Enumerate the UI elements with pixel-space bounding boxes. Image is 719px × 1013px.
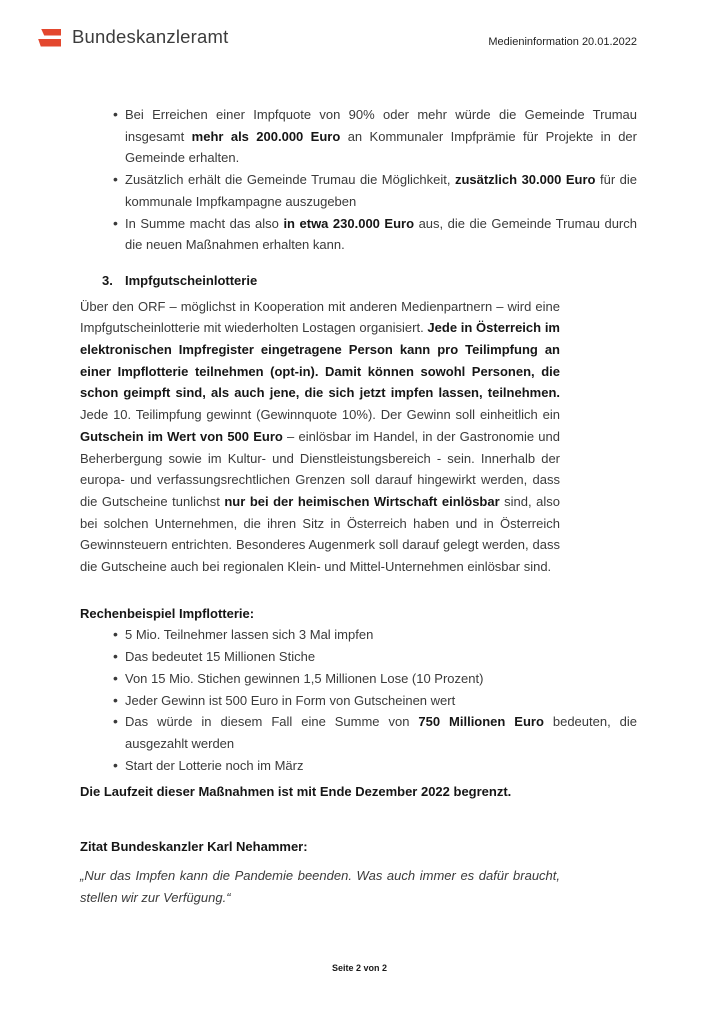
intro-bullet-list xyxy=(80,104,637,256)
list-item: • Von 15 Mio. Stichen gewinnen 1,5 Millionen Lose (10 Prozent) xyxy=(125,668,637,690)
list-item: • Das bedeutet 15 Millionen Stiche xyxy=(125,646,637,668)
list-item: • Jeder Gewinn ist 500 Euro in Form von Gutscheinen wert xyxy=(125,690,637,712)
document-body xyxy=(80,104,637,908)
flag-bar-top xyxy=(41,29,61,36)
doc-info: Medieninformation 20.01.2022 xyxy=(488,36,637,48)
quote-text: „Nur das Impfen kann die Pandemie beenden. Was auch immer es dafür braucht, stellen wir zur Verfügung.“ xyxy=(80,867,560,905)
quote-heading: Zitat Bundeskanzler Karl Nehammer: xyxy=(80,839,308,855)
flag-bar-bottom xyxy=(38,39,61,47)
section-title: Impfgutscheinlotterie xyxy=(125,272,258,288)
example-heading: Rechenbeispiel Impflotterie: xyxy=(80,605,255,621)
deadline-statement: Die Laufzeit dieser Maßnahmen ist mit Ende Dezember 2022 begrenzt. xyxy=(80,784,512,800)
section-paragraph: Über den ORF – möglichst in Kooperation mit anderen Medienpartnern – wird eine Impfgutscheinlotterie mit wiederholten Lostagen organisiert. Jede in Österreich im elektronischen Impfregister eingetragene Person kann pro Teilimpfung an einer Impflotterie teilnehmen (opt-in). Damit können sowohl Personen, die schon geimpft sind, als auch jene, die sich jetzt impfen lassen, teilnehmen. Jede 10. Teilimpfung gewinnt (Gewinnquote 10%). Der Gewinn soll einheitlich ein Gutschein im Wert von 500 Euro – einlösbar im Handel, in der Gastronomie und Beherbergung sowie im Kultur- und Dienstleistungsbereich - sein. Innerhalb der europa- und verfassungsrechtlichen Grenzen soll darauf hingewirkt werden, dass die Gutscheine tunlichst nur bei der heimischen Wirtschaft einlösbar sind, also bei solchen Unternehmen, die ihren Sitz in Österreich haben und in Österreich Gewinnsteuern entrichten. Besonderes Augenmerk soll darauf gelegt werden, dass die Gutscheine auch bei regionalen Klein- und Mittel-Unternehmen einlösbar sind. xyxy=(80,298,560,575)
example-bullet-list xyxy=(80,624,637,776)
list-item: • Start der Lotterie noch im März xyxy=(125,755,637,777)
document-header xyxy=(38,26,637,48)
austria-flag-icon xyxy=(38,27,62,48)
section-heading xyxy=(80,270,637,292)
list-item: • 5 Mio. Teilnehmer lassen sich 3 Mal impfen xyxy=(125,624,637,646)
org-name: Bundeskanzleramt xyxy=(72,26,229,47)
list-item: • In Summe macht das also in etwa 230.000 Euro aus, die die Gemeinde Trumau durch die neuen Maßnahmen erhalten kann. xyxy=(125,213,637,256)
page-footer xyxy=(0,963,719,973)
section-number: 3. xyxy=(102,272,113,288)
list-item: • Bei Erreichen einer Impfquote von 90% oder mehr würde die Gemeinde Trumau insgesamt mehr als 200.000 Euro an Kommunaler Impfprämie für Projekte in der Gemeinde erhalten. xyxy=(125,104,637,169)
list-item: • Zusätzlich erhält die Gemeinde Trumau die Möglichkeit, zusätzlich 30.000 Euro für die kommunale Impfkampagne auszugeben xyxy=(125,169,637,212)
brand xyxy=(38,26,228,48)
list-item: • Das würde in diesem Fall eine Summe von 750 Millionen Euro bedeuten, die ausgezahlt werden xyxy=(125,711,637,754)
page-number: Seite 2 von 2 xyxy=(331,963,388,973)
